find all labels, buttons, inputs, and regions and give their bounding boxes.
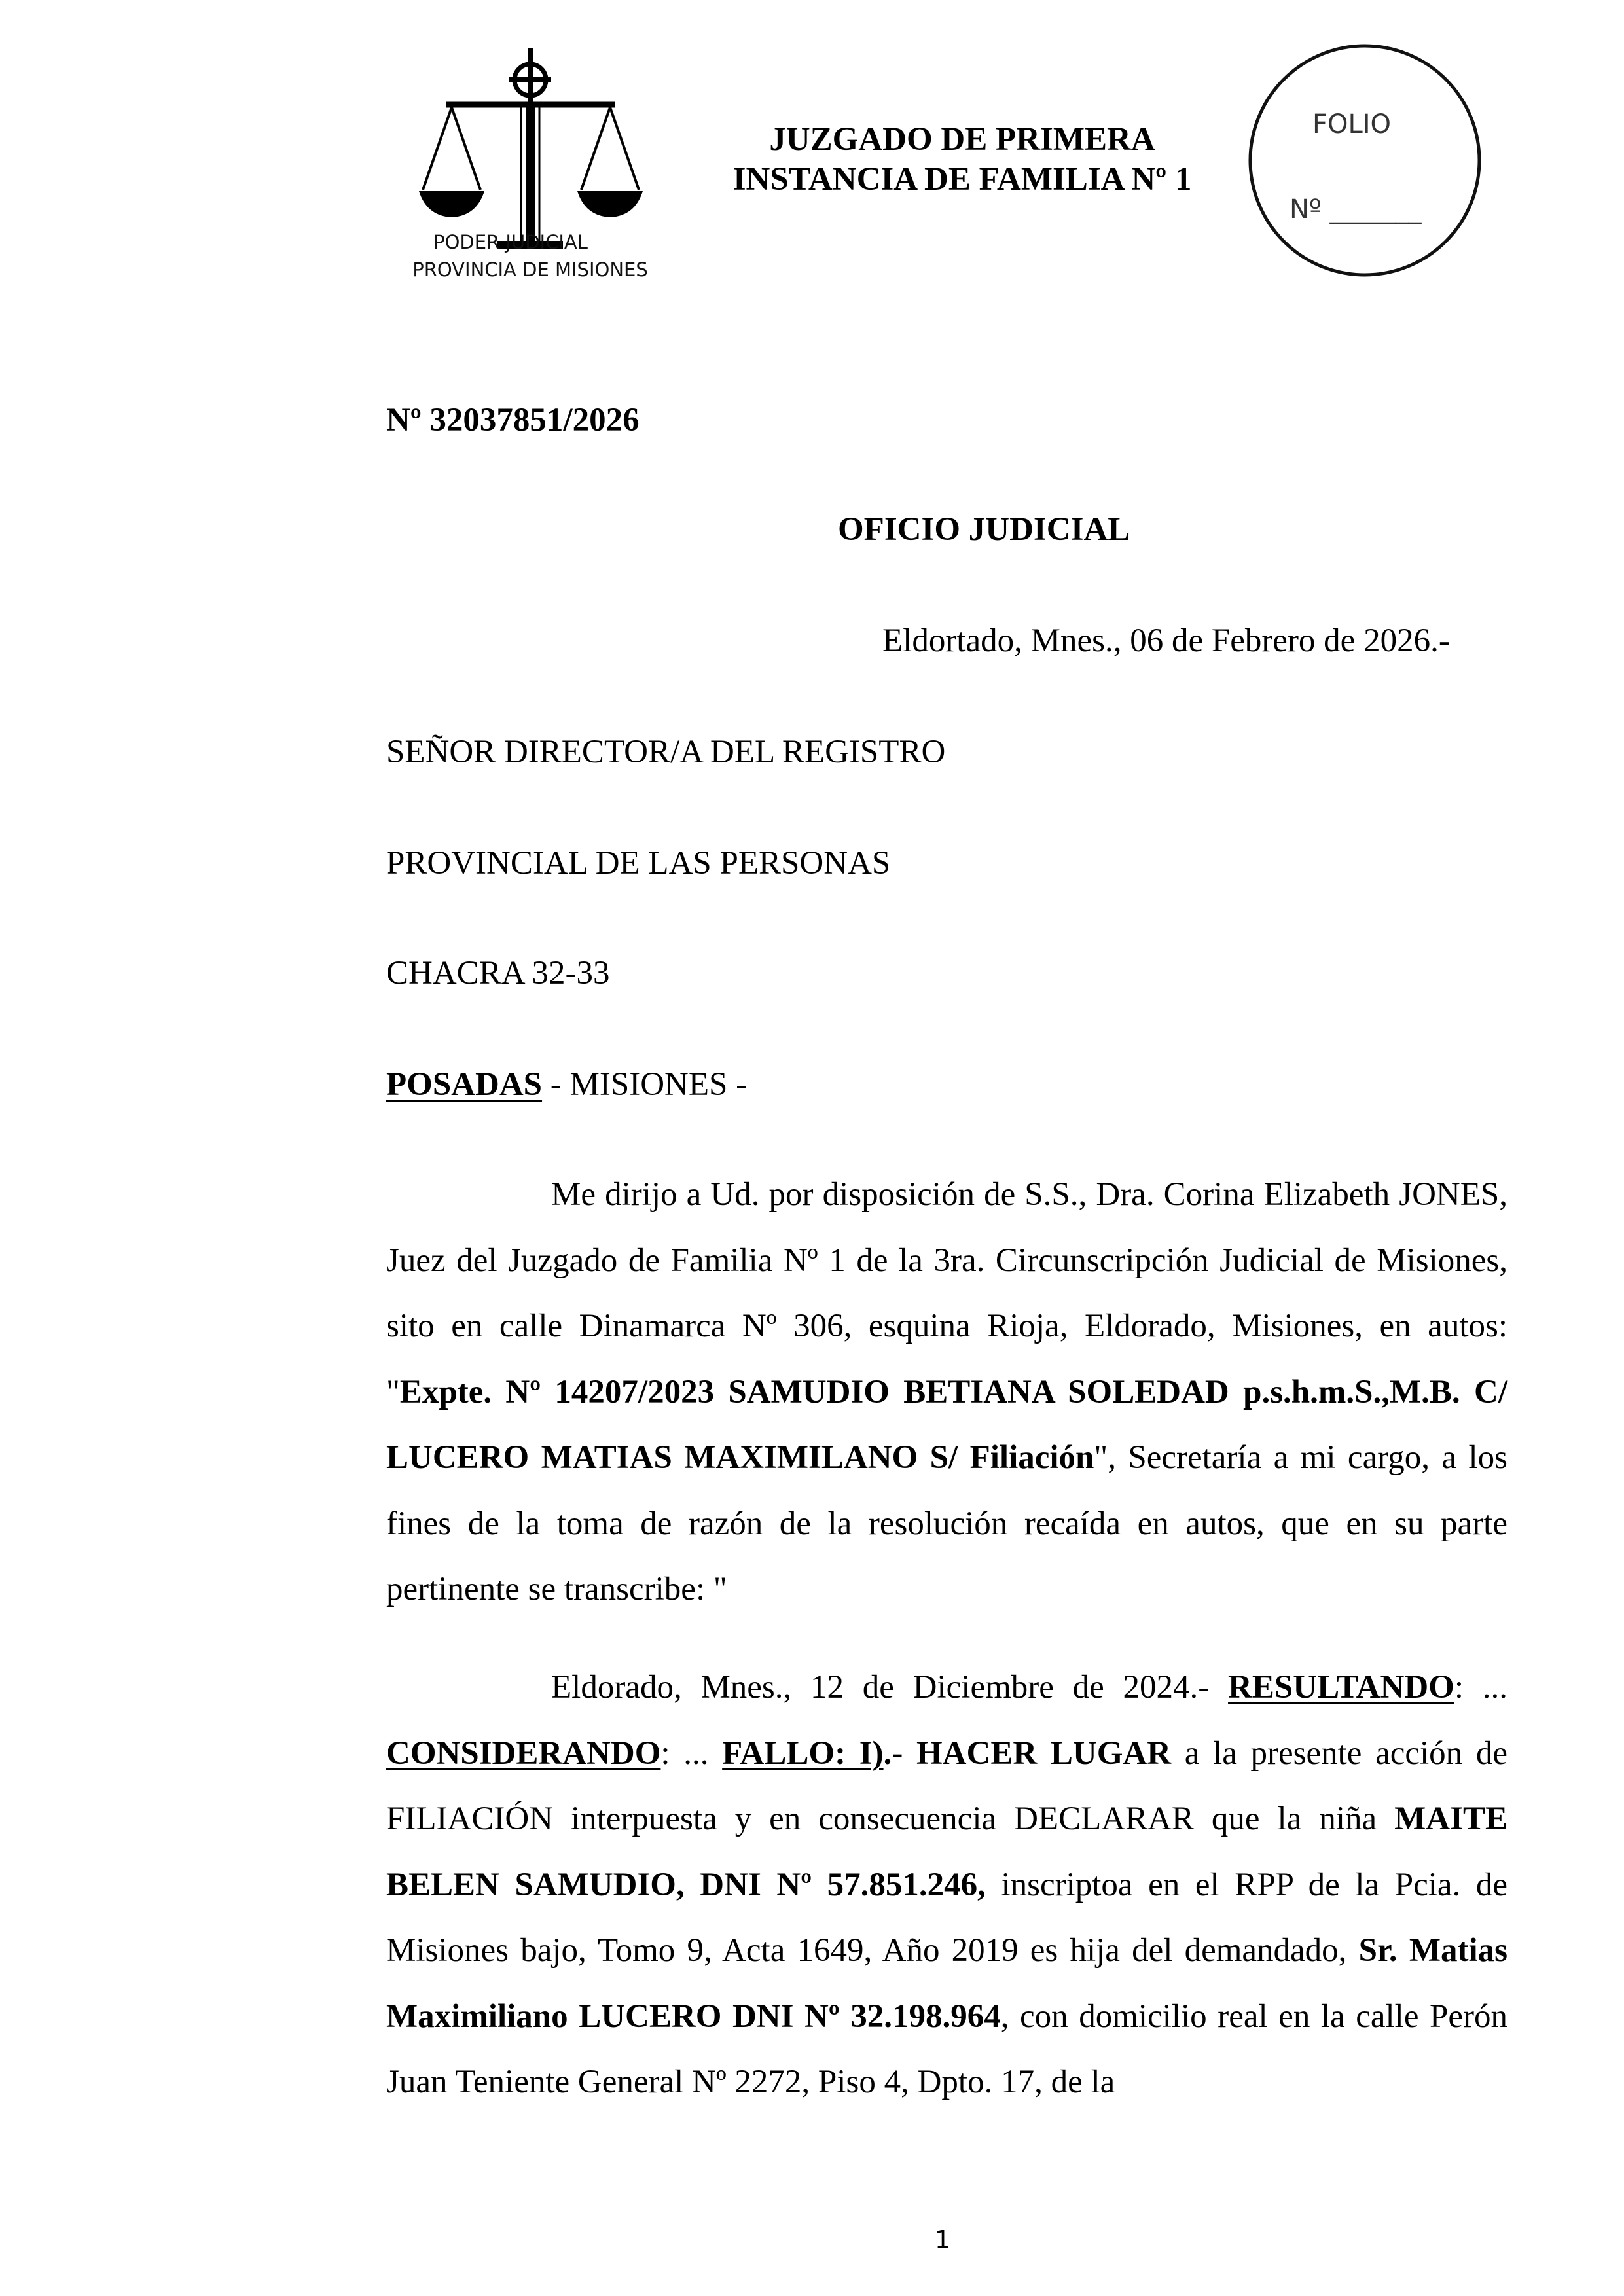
paragraph-text: Eldorado, Mnes., 12 de Diciembre de 2024.-	[551, 1669, 1229, 1706]
recipient-city: POSADAS	[386, 1066, 543, 1103]
paragraph-text: : ...	[660, 1734, 723, 1772]
recipient-line-2: PROVINCIAL DE LAS PERSONAS	[386, 845, 891, 882]
scales-of-justice-icon	[399, 39, 674, 288]
child-identification: MAITE BELEN SAMUDIO, DNI Nº 57.851.246,	[386, 1801, 1507, 1903]
date-line: Eldortado, Mnes., 06 de Febrero de 2026.-	[882, 622, 1450, 659]
folio-number-label: Nº _______	[1290, 194, 1422, 224]
page-number: 1	[934, 2225, 951, 2254]
court-title-line-1: JUZGADO DE PRIMERA	[769, 121, 1155, 158]
svg-text:PODER JUDICIAL: PODER JUDICIAL	[433, 231, 588, 253]
defendant-identification: Sr. Matias Maximiliano LUCERO DNI Nº 32.198.964	[386, 1932, 1507, 2035]
paragraph-text: : ...	[1454, 1669, 1508, 1706]
court-title-line-2: INSTANCIA DE FAMILIA Nº 1	[732, 161, 1192, 198]
recipient-city-line	[386, 1066, 747, 1103]
expediente-number: Nº 32037851/2026	[386, 402, 640, 439]
case-caption: Expte. Nº 14207/2023 SAMUDIO BETIANA SOLEDAD p.s.h.m.S.,M.B. C/ LUCERO MATIAS MAXIMILANO S/ Filiación	[386, 1373, 1507, 1476]
recipient-line-3: CHACRA 32-33	[386, 955, 610, 992]
body-paragraph-1	[386, 1162, 1507, 1623]
paragraph-text: inscriptoa en el RPP de la Pcia. de Misiones bajo, Tomo 9, Acta 1649, Año 2019 es hija del demandado,	[386, 1866, 1507, 1969]
paragraph-text: ", Secretaría a mi cargo, a los fines de la toma de razón de la resolución recaída en autos, que en su parte pertinente se transcribe: "	[386, 1439, 1507, 1607]
fallo-heading: FALLO: I)	[722, 1734, 884, 1772]
document-title: OFICIO JUDICIAL	[838, 511, 1130, 548]
svg-text:PROVINCIA DE MISIONES: PROVINCIA DE MISIONES	[412, 259, 648, 281]
body-paragraph-2	[386, 1655, 1507, 2115]
folio-label: FOLIO	[1312, 109, 1392, 139]
resultando-heading: RESULTANDO	[1228, 1669, 1454, 1706]
recipient-province: - MISIONES -	[542, 1066, 748, 1103]
paragraph-text: a la presente acción de FILIACIÓN interpuesta y en consecuencia DECLARAR que la niña	[386, 1734, 1507, 1837]
paragraph-text: , con domicilio real en la calle Perón Juan Teniente General Nº 2272, Piso 4, Dpto. 17, de la	[386, 1998, 1508, 2100]
judicial-seal-logo	[399, 39, 674, 288]
considerando-heading: CONSIDERANDO	[386, 1734, 661, 1772]
folio-stamp	[1240, 36, 1489, 285]
paragraph-text: Me dirijo a Ud. por disposición de S.S., Dra. Corina Elizabeth JONES, Juez del Juzgado de Familia Nº 1 de la 3ra. Circunscripción Judicial de Misiones, sito en calle Dinamarca Nº 306, esquina Rioja, Eldorado, Misiones, en autos: "	[386, 1176, 1507, 1410]
recipient-line-1: SEÑOR DIRECTOR/A DEL REGISTRO	[386, 734, 946, 770]
hacer-lugar: .- HACER LUGAR	[883, 1734, 1172, 1772]
court-title	[655, 120, 1270, 200]
